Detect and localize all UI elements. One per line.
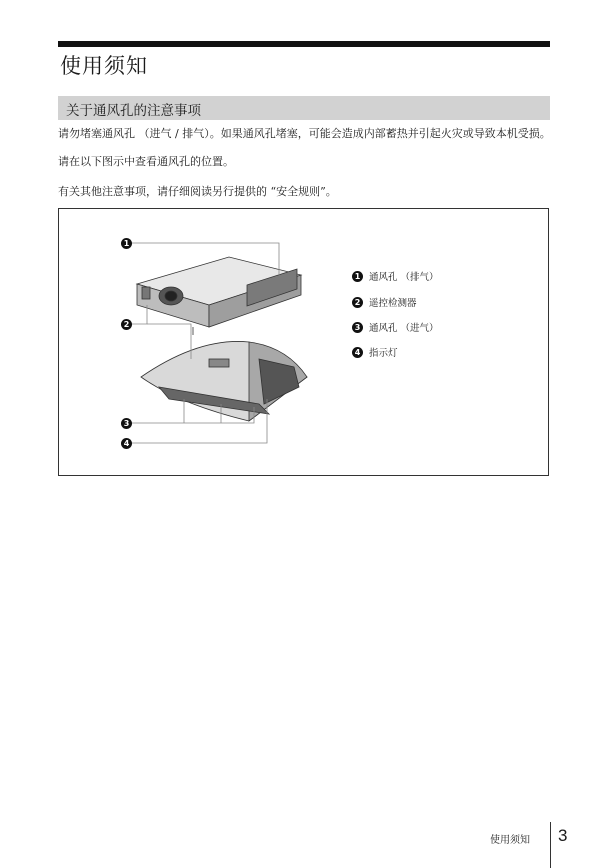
page-title: 使用须知	[60, 54, 148, 78]
legend-number-badge: 2	[352, 297, 363, 308]
section-title: 关于通风孔的注意事项	[66, 103, 201, 119]
legend-label: 通风孔 （排气）	[369, 272, 439, 283]
legend-label: 通风孔 （进气）	[369, 323, 439, 334]
callout-2-badge: 2	[121, 319, 132, 330]
top-rule	[58, 41, 550, 47]
projector-illustration	[59, 209, 548, 475]
paragraph-see-figure: 请在以下图示中查看通风孔的位置。	[58, 155, 234, 168]
legend-number-badge: 3	[352, 322, 363, 333]
legend-number-badge: 1	[352, 271, 363, 282]
legend-item-remote-detector	[352, 295, 417, 309]
paragraph-safety-rules: 有关其他注意事项，请仔细阅读另行提供的 “安全规则”。	[58, 185, 337, 198]
legend-item-indicator-light	[352, 345, 398, 359]
legend-item-exhaust-vent	[352, 269, 439, 283]
projector-top-view	[137, 257, 301, 335]
legend-number-badge: 4	[352, 347, 363, 358]
callout-1-badge: 1	[121, 238, 132, 249]
page-number: 3	[558, 826, 568, 845]
legend-label: 遥控检测器	[369, 298, 417, 309]
figure-box	[58, 208, 549, 476]
legend-item-intake-vent	[352, 320, 439, 334]
legend-label: 指示灯	[369, 348, 398, 359]
callout-4-badge: 4	[121, 438, 132, 449]
paragraph-vent-warning: 请勿堵塞通风孔 （进气 / 排气）。如果通风孔堵塞，可能会造成内部蓄热并引起火灾或导致本机受损。	[58, 127, 551, 140]
footer-divider	[550, 822, 551, 868]
callout-3-badge: 3	[121, 418, 132, 429]
footer-section-label: 使用须知	[490, 835, 530, 846]
projector-bottom-view	[141, 341, 307, 421]
